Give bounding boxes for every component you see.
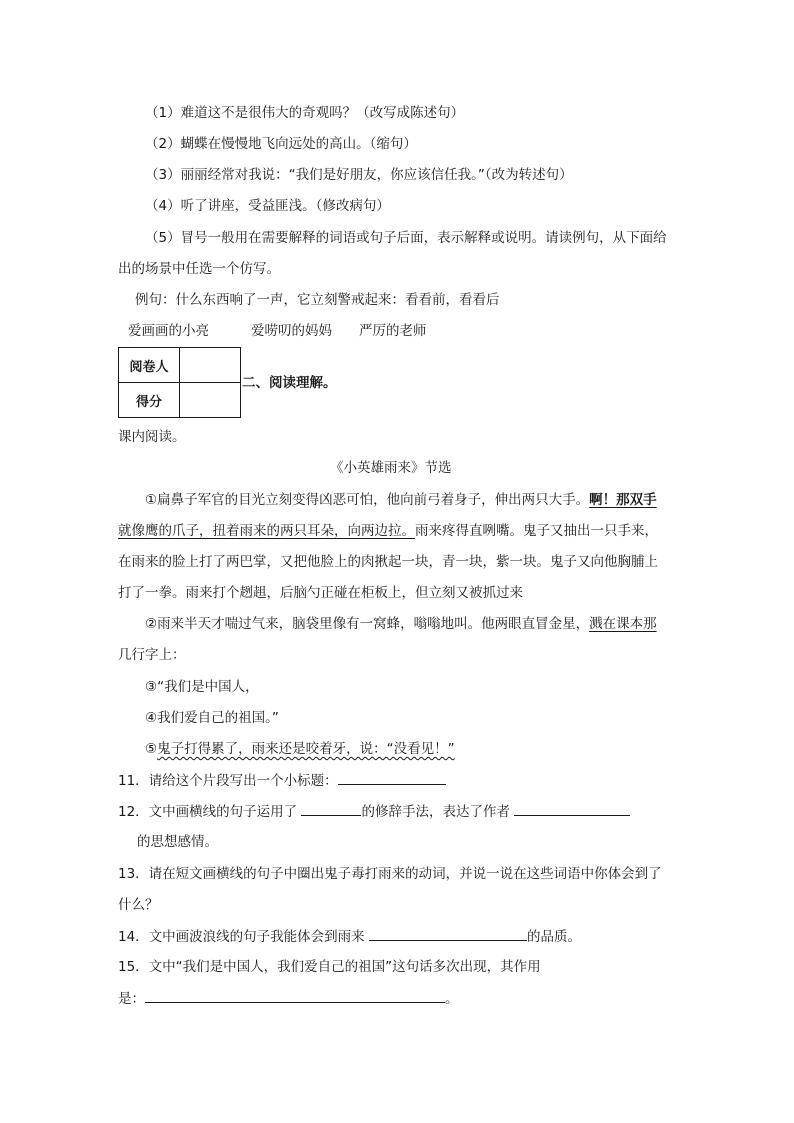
question-5-line-1: （5）冒号一般用在需要解释的词语或句子后面，表示解释或说明。请读例句，从下面给	[145, 230, 667, 246]
passage-p2-underlined: 溅在课本那	[589, 616, 657, 632]
passage-p1-line-2	[118, 521, 658, 541]
passage-p2-line-2: 几行字上：	[118, 647, 186, 663]
example-sentence: 例句：什么东西响了一声，它立刻警戒起来：看看前，看看后	[135, 292, 500, 308]
score-table	[118, 347, 241, 418]
question-15-line-2	[118, 988, 459, 1009]
passage-p1-line-3: 在雨来的脸上打了两巴掌，又把他脸上的肉揪起一块，青一块，紫一块。鬼子又向他胸脯上	[118, 554, 658, 570]
passage-p1-line-1	[145, 490, 657, 510]
reviewer-label: 阅卷人	[119, 348, 180, 383]
question-4: （4）听了讲座，受益匪浅。（修改病句）	[145, 198, 390, 214]
score-label: 得分	[119, 383, 180, 418]
question-13-line-2: 什么？	[118, 897, 159, 913]
score-cell[interactable]	[180, 383, 241, 418]
question-12-text-a: 12．文中画横线的句子运用了	[118, 804, 302, 820]
passage-p2-line-1	[145, 614, 657, 634]
question-14-text-a: 14．文中画波浪线的句子我能体会到雨来	[118, 929, 369, 945]
passage-p2-l1-text: ②雨来半天才喘过气来，脑袋里像有一窝蜂，嗡嗡地叫。他两眼直冒金星，	[145, 616, 590, 632]
section-title: 二、阅读理解。	[242, 375, 337, 391]
question-11	[118, 770, 446, 791]
passage-p5-number: ⑤	[145, 741, 158, 757]
question-12-cont: 的思想感情。	[137, 834, 218, 850]
answer-blank-12a[interactable]	[301, 801, 361, 816]
question-12-text-b: 的修辞手法，表达了作者	[361, 804, 515, 820]
answer-blank-12b[interactable]	[514, 801, 630, 816]
passage-underlined-sentence: 啊！那双手	[589, 492, 657, 508]
question-15-text-b: 。	[445, 991, 459, 1007]
answer-blank-14[interactable]	[369, 926, 527, 941]
question-11-text: 11．请给这个片段写出一个小标题：	[118, 773, 338, 789]
question-5-line-2: 出的场景中任选一个仿写。	[118, 261, 280, 277]
option-1: 爱画画的小亮	[128, 323, 209, 339]
question-3: （3）丽丽经常对我说：“我们是好朋友，你应该信任我。”（改为转述句）	[145, 167, 573, 183]
question-2: （2）蝴蝶在慢慢地飞向远处的高山。（缩句）	[145, 136, 417, 152]
question-15-text-a: 是：	[118, 991, 145, 1007]
reviewer-cell[interactable]	[180, 348, 241, 383]
option-2: 爱唠叨的妈妈	[251, 323, 332, 339]
question-13-line-1: 13．请在短文画横线的句子中圈出鬼子毒打雨来的动词，并说一说在这些词语中你体会到了	[118, 866, 662, 882]
question-14-text-b: 的品质。	[526, 929, 581, 945]
passage-p3: ③“我们是中国人，	[145, 679, 259, 695]
passage-p1-l1-text: ①扁鼻子军官的目光立刻变得凶恶可怕，他向前弓着身子，伸出两只大手。	[145, 492, 590, 508]
passage-p4: ④我们爱自己的祖国。”	[145, 710, 279, 726]
section-subtitle: 课内阅读。	[118, 429, 186, 445]
passage-underlined-sentence-cont: 就像鹰的爪子，扭着雨来的两只耳朵，向两边拉。	[118, 523, 415, 539]
question-1: （1）难道这不是很伟大的奇观吗？（改写成陈述句）	[145, 105, 465, 121]
passage-p1-line-4: 打了一拳。雨来打个趔趄，后脑勺正碰在柜板上，但立刻又被抓过来	[118, 585, 523, 601]
passage-p1-l2-text: 雨来疼得直咧嘴。鬼子又抽出一只手来，	[415, 523, 658, 539]
question-15-line-1: 15．文中“我们是中国人，我们爱自己的祖国”这句话多次出现，其作用	[118, 959, 541, 975]
answer-blank-15[interactable]	[145, 988, 445, 1003]
passage-p5	[145, 739, 455, 759]
question-14	[118, 926, 581, 947]
answer-blank-11[interactable]	[338, 770, 446, 785]
question-12	[118, 801, 630, 822]
option-3: 严厉的老师	[359, 323, 427, 339]
passage-wavy-sentence: 鬼子打得累了，雨来还是咬着牙，说：“没看见！”	[157, 741, 455, 757]
passage-title: 《小英雄雨来》节选	[330, 460, 452, 476]
